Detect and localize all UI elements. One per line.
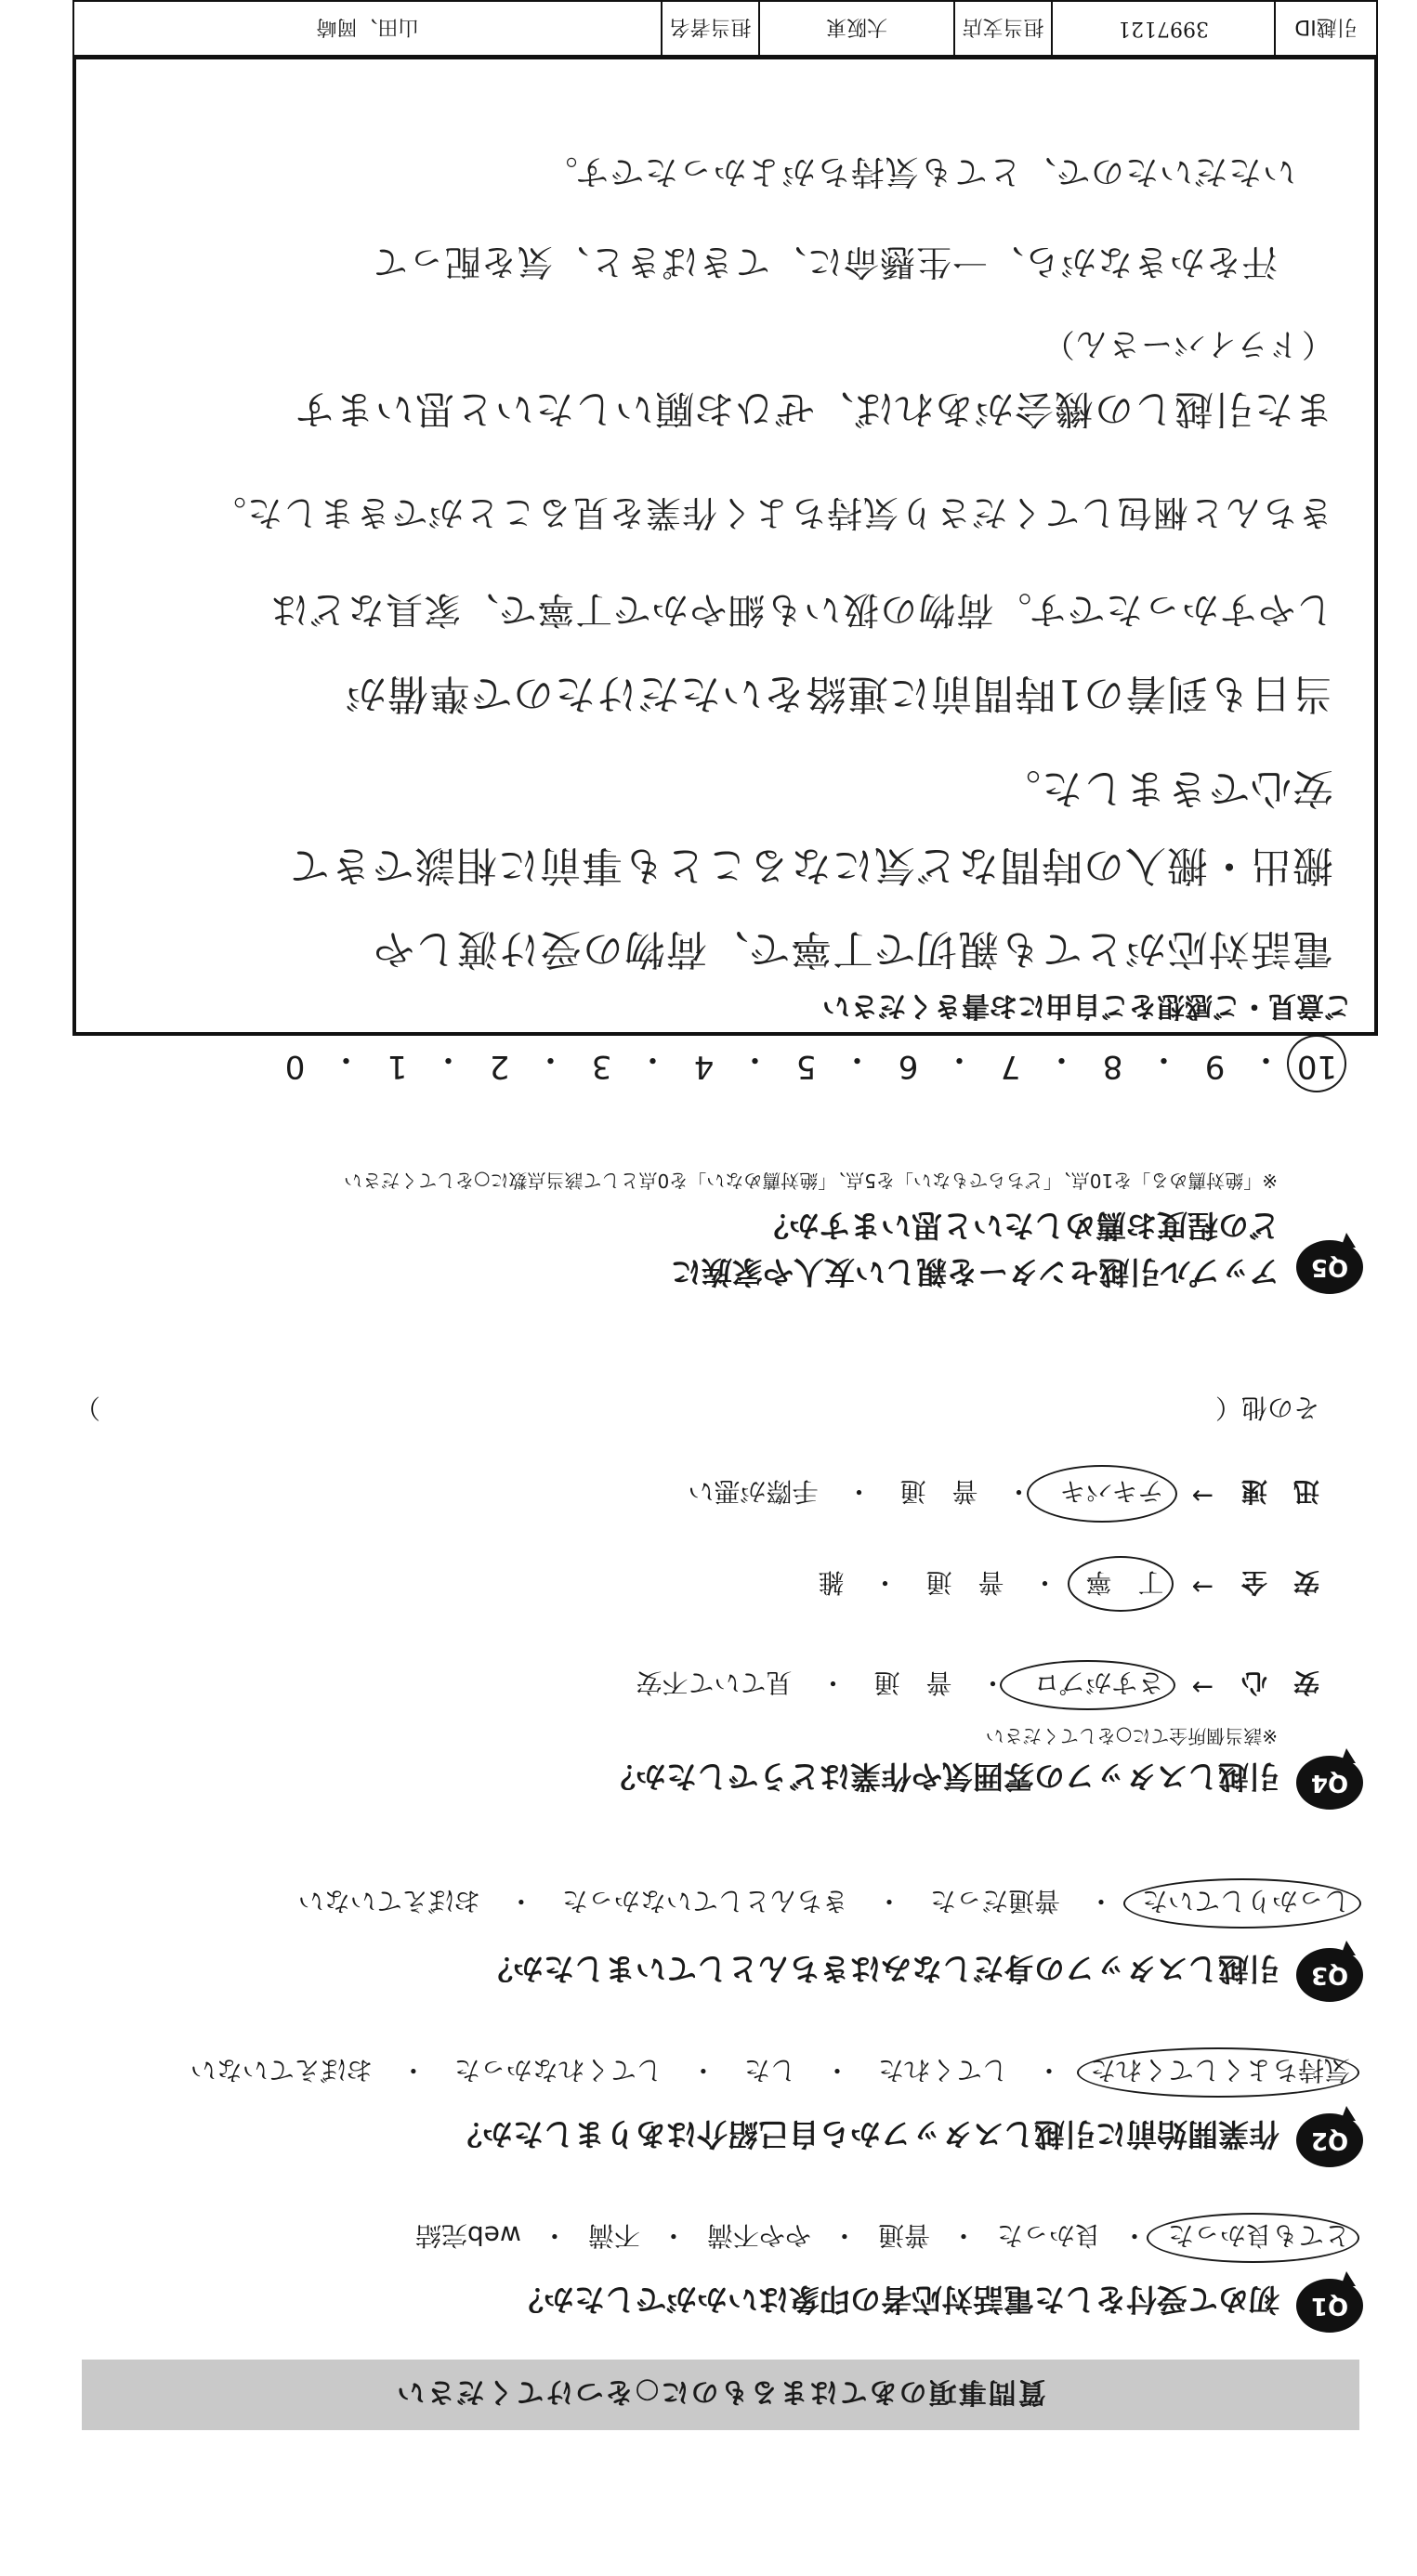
sep-dot: ・ bbox=[739, 1040, 771, 1078]
q5-badge: Q5 bbox=[1296, 1240, 1363, 1294]
sep-dot: ・ bbox=[943, 1040, 976, 1078]
arrow-icon: → bbox=[1191, 1481, 1214, 1511]
arrow-icon: → bbox=[1191, 1572, 1214, 1602]
score-2[interactable]: 2 bbox=[489, 1048, 510, 1085]
comment-line-8: （ドライバーさん） bbox=[1042, 325, 1333, 362]
q4-row-anzen bbox=[818, 1565, 1319, 1602]
q2-option-4[interactable]: してくれなかった bbox=[453, 2055, 663, 2086]
q1-option-6[interactable]: web完結 bbox=[414, 2220, 521, 2251]
staff-label: 担当者名 bbox=[661, 2, 758, 55]
sep-dot: ・ bbox=[823, 2055, 850, 2086]
q1-options bbox=[68, 2218, 1350, 2256]
sep-dot: ・ bbox=[950, 2220, 977, 2251]
q5-note: ※「絶対薦める」を10点、「どちらでもない」を5点、「絶対薦めない」を0点として該当点数に○をしてください bbox=[344, 1170, 1278, 1192]
q4-row-anshin bbox=[636, 1666, 1319, 1703]
q4-badge: Q4 bbox=[1296, 1756, 1363, 1810]
score-6[interactable]: 6 bbox=[898, 1048, 919, 1085]
comment-line-2: 搬出・搬入の時間など気になることも事前に相談できて bbox=[288, 842, 1333, 889]
score-0[interactable]: 0 bbox=[284, 1048, 306, 1085]
q4-other-label: その他（ bbox=[1214, 1393, 1319, 1423]
q3-option-3[interactable]: きちんとしていなかった bbox=[561, 1886, 848, 1916]
sep-dot: ・ bbox=[1121, 2220, 1148, 2251]
q4-jinsoku-option-3[interactable]: 手際が悪い bbox=[688, 1476, 819, 1507]
sep-dot: ・ bbox=[1087, 1886, 1114, 1916]
q3-options bbox=[49, 1884, 1350, 1921]
q4-other-close: ） bbox=[74, 1393, 101, 1423]
sep-dot: ・ bbox=[820, 1667, 846, 1698]
q4-row-label: 安 全 bbox=[1240, 1567, 1319, 1598]
sep-dot: ・ bbox=[534, 1040, 567, 1078]
comment-line-3: 安心できました。 bbox=[999, 765, 1333, 812]
score-9[interactable]: 9 bbox=[1204, 1048, 1226, 1085]
q2-question: 作業開始前に引越しスタッフから自己紹介はありましたか？ bbox=[452, 2116, 1279, 2152]
q4-anshin-option-2[interactable]: 普 通 bbox=[873, 1667, 952, 1698]
q1-option-1[interactable]: とても良かった bbox=[1168, 2218, 1350, 2256]
sep-dot: ・ bbox=[979, 1667, 1006, 1698]
q2-option-5[interactable]: おぼえていない bbox=[190, 2055, 373, 2086]
answer-circle bbox=[1287, 1035, 1346, 1092]
branch-label: 担当支店 bbox=[953, 2, 1051, 55]
score-8[interactable]: 8 bbox=[1102, 1048, 1123, 1085]
sep-dot: ・ bbox=[1035, 2055, 1062, 2086]
q4-anshin-option-1[interactable]: さすがプロ bbox=[1034, 1666, 1164, 1703]
sep-dot: ・ bbox=[875, 1886, 902, 1916]
answer-circle bbox=[1068, 1556, 1174, 1612]
comment-line-10: いただいたので、とても気持ちがよかったです。 bbox=[543, 152, 1296, 190]
comment-line-5: しやすかったです。荷物の扱いも細やかで丁寧で、家具などは bbox=[270, 588, 1333, 631]
sep-dot: ・ bbox=[400, 2055, 426, 2086]
score-5[interactable]: 5 bbox=[795, 1048, 817, 1085]
answer-circle bbox=[1077, 2047, 1359, 2098]
q2-option-1[interactable]: 気持ちよくしてくれた bbox=[1090, 2053, 1350, 2090]
score-1[interactable]: 1 bbox=[387, 1048, 408, 1085]
branch-value: 大阪東 bbox=[758, 2, 953, 55]
sep-dot: ・ bbox=[689, 2055, 716, 2086]
q4-row-jinsoku bbox=[688, 1474, 1319, 1511]
q3-badge: Q3 bbox=[1296, 1948, 1363, 2002]
q4-anzen-option-3[interactable]: 雑 bbox=[818, 1567, 845, 1598]
instructions-text: 質問事項のあてはまるものに○をつけてください bbox=[395, 2375, 1046, 2408]
sep-dot: ・ bbox=[432, 1040, 465, 1078]
sep-dot: ・ bbox=[541, 2220, 568, 2251]
q2-badge: Q2 bbox=[1296, 2113, 1363, 2167]
q4-jinsoku-option-2[interactable]: 普 通 bbox=[899, 1476, 978, 1507]
q1-option-2[interactable]: 良かった bbox=[996, 2220, 1101, 2251]
answer-circle bbox=[1123, 1878, 1361, 1929]
comment-line-9: 汗をかきながら、一生懸命に、てきぱきと、気を配って bbox=[371, 242, 1278, 282]
q3-option-2[interactable]: 普通だった bbox=[929, 1886, 1060, 1916]
sep-dot: ・ bbox=[1045, 1040, 1078, 1078]
sep-dot: ・ bbox=[1148, 1040, 1180, 1078]
arrow-icon: → bbox=[1191, 1672, 1214, 1703]
q1-option-3[interactable]: 普通 bbox=[877, 2220, 930, 2251]
sep-dot: ・ bbox=[636, 1040, 669, 1078]
sep-dot: ・ bbox=[846, 1476, 873, 1507]
sep-dot: ・ bbox=[841, 1040, 873, 1078]
comment-heading: ご意見・ご感想をご自由にお書きください bbox=[822, 989, 1352, 1022]
id-table bbox=[72, 0, 1378, 57]
score-10[interactable]: 10 bbox=[1292, 1040, 1343, 1085]
comment-line-7: また引越しの機会があれば、ぜひお願いしたいと思います bbox=[294, 386, 1333, 432]
q4-row-label: 安 心 bbox=[1240, 1667, 1319, 1698]
q3-option-4[interactable]: おぼえていない bbox=[297, 1886, 480, 1916]
q2-option-3[interactable]: した bbox=[743, 2055, 796, 2086]
q4-anzen-option-1[interactable]: 丁 寧 bbox=[1086, 1565, 1164, 1602]
answer-circle bbox=[1027, 1465, 1177, 1523]
staff-value: 山田、岡崎 bbox=[316, 15, 419, 38]
id-value: 3997121 bbox=[1051, 2, 1274, 55]
comment-line-4: 当日も到着の1時間前に連絡をいただけたので準備が bbox=[345, 670, 1333, 717]
comment-line-1: 電話対応がとても親切で丁寧で、荷物の受け渡しや bbox=[372, 925, 1333, 973]
sep-dot: ・ bbox=[1031, 1567, 1058, 1598]
q1-question: 初めて受付をした電話対応者の印象はいかがでしたか？ bbox=[513, 2282, 1279, 2318]
sep-dot: ・ bbox=[872, 1567, 899, 1598]
q1-badge: Q1 bbox=[1296, 2279, 1363, 2333]
q2-option-2[interactable]: してくれた bbox=[877, 2055, 1008, 2086]
score-4[interactable]: 4 bbox=[693, 1048, 715, 1085]
q4-jinsoku-option-1[interactable]: テキパキ bbox=[1060, 1474, 1164, 1511]
sep-dot: ・ bbox=[1005, 1476, 1032, 1507]
score-3[interactable]: 3 bbox=[591, 1048, 612, 1085]
instructions-banner bbox=[82, 2360, 1359, 2430]
q4-question: 引越しスタッフの雰囲気や作業はどうでしたか？ bbox=[605, 1759, 1279, 1795]
answer-circle bbox=[1147, 2213, 1359, 2263]
q3-option-1[interactable]: しっかりしていた bbox=[1142, 1884, 1350, 1921]
sep-dot: ・ bbox=[831, 2220, 858, 2251]
comment-line-6: きちんと梱包してくださり気持ちよく作業を見ることができました。 bbox=[209, 492, 1333, 533]
answer-circle bbox=[1000, 1660, 1175, 1710]
q2-options bbox=[49, 2053, 1350, 2090]
q1-option-4[interactable]: やや不満 bbox=[706, 2220, 811, 2251]
q4-note: ※該当個所全てに○をしてください bbox=[985, 1725, 1278, 1747]
sep-dot: ・ bbox=[507, 1886, 534, 1916]
q4-row-label: 迅 速 bbox=[1240, 1476, 1319, 1507]
q4-anshin-option-3[interactable]: 見ていて不安 bbox=[636, 1667, 793, 1698]
q5-score-scale bbox=[135, 1040, 1343, 1085]
sep-dot: ・ bbox=[660, 2220, 687, 2251]
id-label: 引越ID bbox=[1274, 2, 1376, 55]
q5-question-line2: どの程度お薦めしたいと思いますか？ bbox=[758, 1208, 1279, 1244]
sep-dot: ・ bbox=[330, 1040, 362, 1078]
q1-option-5[interactable]: 不満 bbox=[587, 2220, 640, 2251]
q4-anzen-option-2[interactable]: 普 通 bbox=[925, 1567, 1004, 1598]
q5-question-line1: アップル引越センターを親しい友人や家族に bbox=[670, 1254, 1279, 1290]
q3-question: 引越しスタッフの身だしなみはきちんとしていましたか？ bbox=[482, 1951, 1279, 1987]
sep-dot: ・ bbox=[1250, 1040, 1282, 1078]
score-7[interactable]: 7 bbox=[1000, 1048, 1021, 1085]
q4-other[interactable] bbox=[74, 1391, 1319, 1428]
